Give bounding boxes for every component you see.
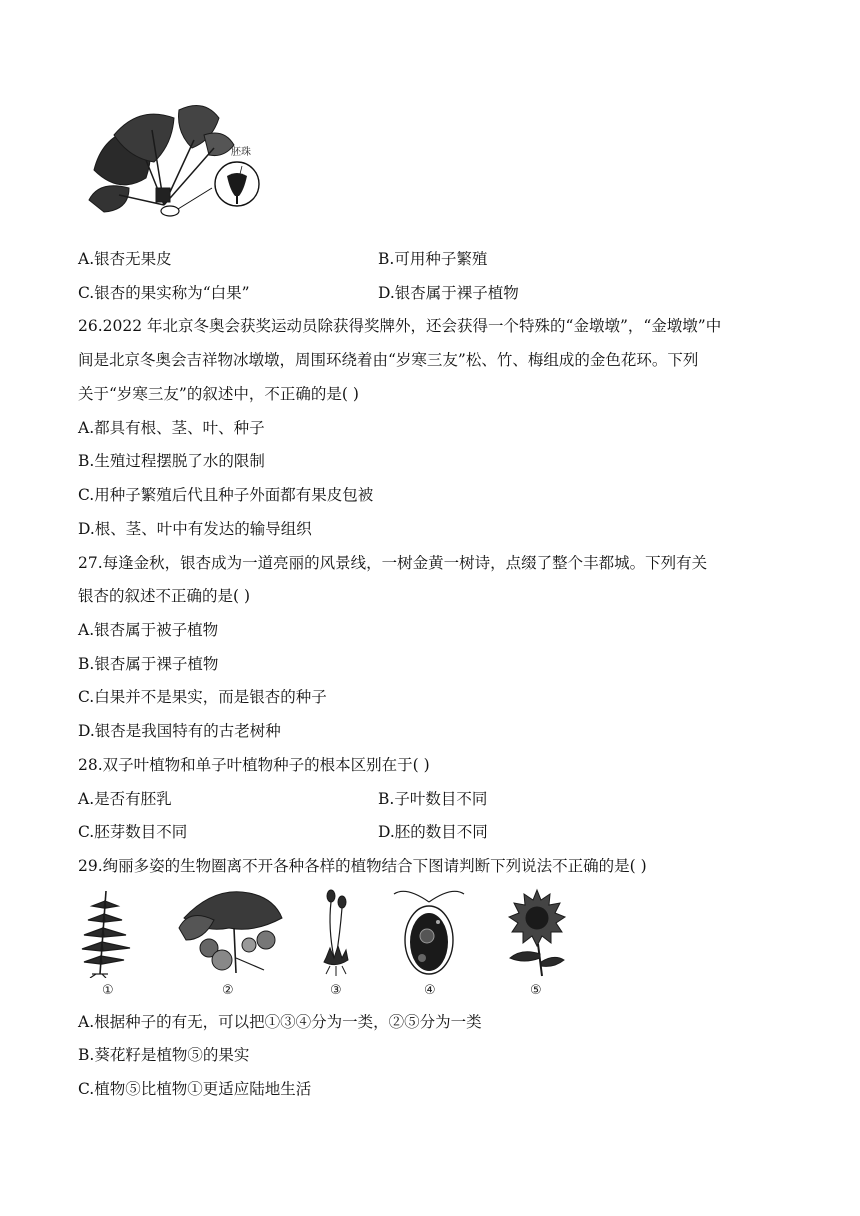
q26-stem-line1: 26.2022 年北京冬奥会获奖运动员除获得奖牌外，还会获得一个特殊的“金墩墩”，“金墩墩”中 — [78, 317, 722, 335]
q29-caption-5: ⑤ — [530, 983, 542, 998]
ovule-label: 胚珠 — [231, 147, 251, 158]
q25-option-a: A.银杏无果皮 — [78, 250, 172, 268]
ginkgo-seeds-illustration — [174, 888, 286, 978]
ginkgo-leaves-illustration — [89, 106, 234, 213]
q29-option-a: A.根据种子的有无，可以把①③④分为一类，②⑤分为一类 — [78, 1013, 482, 1031]
q28-option-d: D.胚的数目不同 — [378, 823, 488, 841]
q25-option-c: C.银杏的果实称为“白果” — [78, 284, 250, 302]
q26-stem-line3: 关于“岁寒三友”的叙述中，不正确的是( ) — [78, 385, 359, 403]
q29-caption-3: ③ — [330, 983, 342, 998]
q27-option-a: A.银杏属于被子植物 — [78, 621, 219, 639]
ovule-highlight-circle — [161, 206, 179, 216]
sunflower-illustration — [502, 888, 572, 978]
q28-option-a: A.是否有胚乳 — [78, 790, 172, 808]
q26-option-a: A.都具有根、茎、叶、种子 — [78, 419, 265, 437]
q28-option-b: B.子叶数目不同 — [378, 790, 488, 808]
q26-option-d: D.根、茎、叶中有发达的输导组织 — [78, 520, 312, 538]
q27-option-d: D.银杏是我国特有的古老树种 — [78, 722, 281, 740]
ginkgo-ovule-figure — [84, 100, 264, 225]
q29-option-b: B.葵花籽是植物⑤的果实 — [78, 1046, 250, 1064]
q29-caption-2: ② — [222, 983, 234, 998]
q29-option-c: C.植物⑤比植物①更适应陆地生活 — [78, 1080, 312, 1098]
q26-option-b: B.生殖过程摆脱了水的限制 — [78, 452, 265, 470]
q29-caption-1: ① — [102, 983, 114, 998]
q28-option-c: C.胚芽数目不同 — [78, 823, 188, 841]
q27-stem-line2: 银杏的叙述不正确的是( ) — [78, 587, 251, 605]
q25-option-b: B.可用种子繁殖 — [378, 250, 488, 268]
q27-option-b: B.银杏属于裸子植物 — [78, 655, 219, 673]
chlamydomonas-illustration — [386, 886, 472, 978]
fern-illustration — [78, 886, 140, 978]
q26-option-c: C.用种子繁殖后代且种子外面都有果皮包被 — [78, 486, 374, 504]
q27-stem-line1: 27.每逢金秋，银杏成为一道亮丽的风景线，一树金黄一树诗，点缀了整个丰都城。下列有关 — [78, 554, 708, 572]
q26-stem-line2: 间是北京冬奥会吉祥物冰墩墩，周围环绕着由“岁寒三友”松、竹、梅组成的金色花环。下列 — [78, 351, 699, 369]
q25-option-d: D.银杏属于裸子植物 — [378, 284, 519, 302]
q28-stem: 28.双子叶植物和单子叶植物种子的根本区别在于( ) — [78, 756, 430, 774]
q29-caption-4: ④ — [424, 983, 436, 998]
q29-stem: 29.绚丽多姿的生物圈离不开各种各样的植物结合下图请判断下列说法不正确的是( ) — [78, 857, 647, 875]
moss-illustration — [318, 888, 354, 978]
q27-option-c: C.白果并不是果实，而是银杏的种子 — [78, 688, 327, 706]
